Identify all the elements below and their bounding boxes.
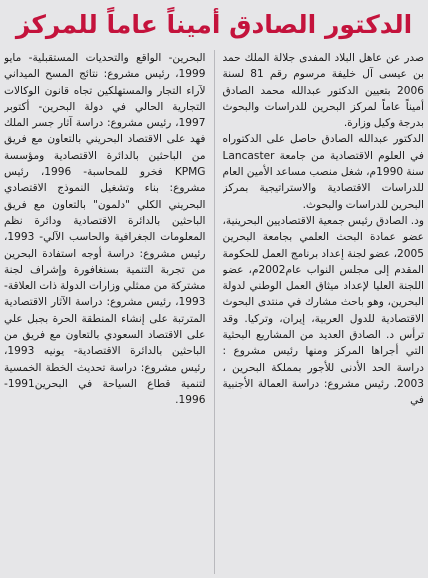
- article-columns: [4, 50, 424, 574]
- right-column: [223, 50, 425, 574]
- paragraph-appointment: صدر عن عاهل البلاد المفدى جلالة الملك حمد بن عيسى آل خليفة مرسوم رقم 81 لسنة 2006 بتعيين الدكتور عبدالله محمد الصادق أميناً عاماً لمركز البحرين للدراسات والبحوث بدرجة وكيل وزارة.: [222, 52, 424, 130]
- article-headline: الدكتور الصادق أميناً عاماً للمركز: [15, 10, 413, 39]
- paragraph-projects-continued: البحرين- الواقع والتحديات المستقبلية- مايو 1999، رئيس مشروع: نتائج المسح الميداني لآراء التجار والمستهلكين تجاه قانون الوكالات التجارية الحالي في دولة البحرين- أكتوبر 1997، رئيس مشروع: دراسة آثار جسر الملك فهد على الاقتصاد البحريني بالتعاون مع فريق من الباحثين بالدائرة الاقتصادية ومؤسسة KPMG فخرو للمحاسبة- 1996، رئيس مشروع: بناء وتشغيل النموذج الاقتصادي البحريني الكلي "دلمون" بالتعاون مع فريق الباحثين بالدائرة الاقتصادية ودائرة نظم المعلومات الجغرافية والحاسب الآلي- 1993، رئيس مشروع: دراسة أوجه استفادة البحرين من تجربة التنمية بسنغافورة وإشراف لجنة مشتركة من ممثلي وزارات الدولة ذات العلاقة- 1993، رئيس مشروع: دراسة الآثار الاقتصادية المترتبة على إنشاء المنطقة الحرة بجبل علي على الاقتصاد السعودي بالتعاون مع فريق من الباحثين بالدائرة الاقتصادية- يونيه 1993، رئيس مشروع: دراسة تحديث الخطة الخمسية لتنمية قطاع السياحة في البحرين1991-1996.: [4, 52, 206, 407]
- left-column: [4, 50, 206, 574]
- paragraph-biography: الدكتور عبدالله الصادق حاصل على الدكتوراه في العلوم الاقتصادية من جامعة Lancaster سنة 1990م، شغل منصب مساعد الأمين العام للدراسات الاقتصادية والاستراتيجية بمركز البحرين للدراسات والبحوث.: [222, 133, 424, 211]
- column-divider: [214, 50, 215, 574]
- paragraph-roles-projects: ود. الصادق رئيس جمعية الاقتصاديين البحرينية، عضو عمادة البحث العلمي بجامعة البحرين 2005، عضو لجنة إعداد برنامج العمل للحكومة المقدم إلى مجلس النواب عام2002م، عضو اللجنة العليا لإعداد ميثاق العمل الوطني لدولة البحرين، وهو باحث مشارك في منتدى البحوث الاقتصادية للدول العربية، إيران، وتركيا. وقد ترأس د. الصادق العديد من المشاريع البحثية التي أجراها المركز ومنها رئيس مشروع : دراسة الحد الأدنى للأجور بمملكة البحرين ، 2003. رئيس مشروع: دراسة العمالة الأجنبية في: [222, 214, 424, 407]
